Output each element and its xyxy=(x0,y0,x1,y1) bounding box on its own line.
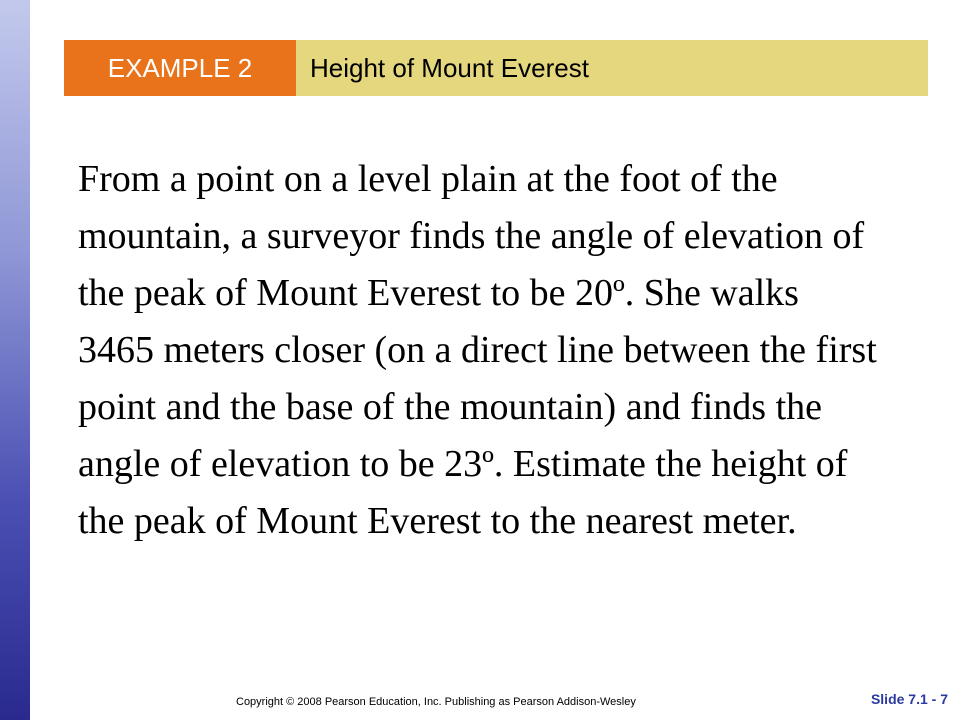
slide-title: Height of Mount Everest xyxy=(296,40,928,96)
decorative-side-bar xyxy=(0,0,30,720)
slide-number: Slide 7.1 - 7 xyxy=(870,691,948,707)
problem-statement: From a point on a level plain at the foot of the mountain, a surveyor finds the angle of elevation of the peak of Mount Everest to be 20º. She walks 3465 meters closer (on a direct line between the first point and the base of the mountain) and finds the angle of elevation to be 23º. Estimate the height of the peak of Mount Everest to the nearest meter. xyxy=(78,158,877,542)
slide-header xyxy=(64,40,928,96)
copyright-notice: Copyright © 2008 Pearson Education, Inc. Publishing as Pearson Addison-Wesley xyxy=(236,696,636,708)
example-label: EXAMPLE 2 xyxy=(64,40,296,96)
